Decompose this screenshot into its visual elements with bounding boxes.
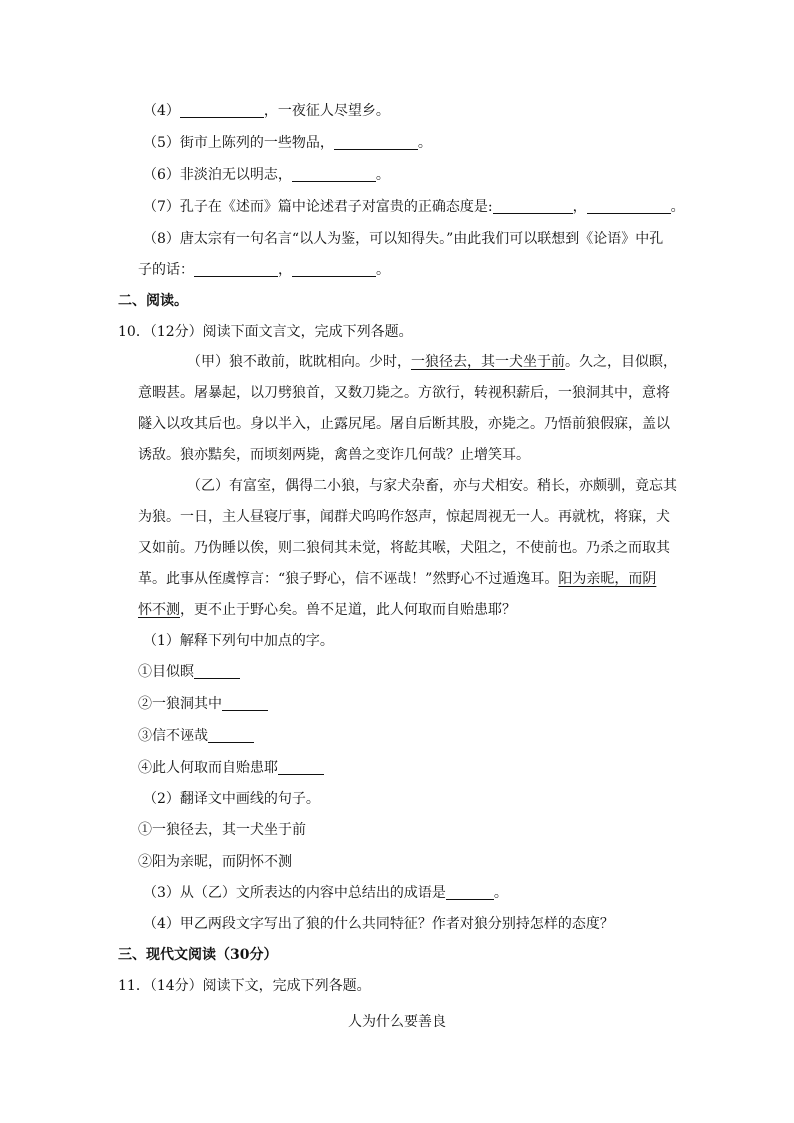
yi-underlined-sentence-a: 阳为亲昵，而阴 xyxy=(558,571,657,587)
q6-end: 。 xyxy=(375,167,390,183)
yi-line-2: 为狼。一日，主人昼寝厅事，闻群犬呜呜作怒声，惊起周视无一人。再就枕，将寐，犬 xyxy=(138,509,670,525)
explain-item-2 xyxy=(138,694,268,714)
q4-blank xyxy=(180,103,264,118)
jia-underlined-sentence: 一狼径去，其一犬坐于前 xyxy=(411,354,565,370)
q6-text: （6）非淡泊无以明志， xyxy=(143,167,292,183)
sub-question-3-blank xyxy=(446,885,494,900)
explain-item-4 xyxy=(138,758,324,778)
q10-intro: 10．（12分）阅读下面文言文，完成下列各题。 xyxy=(118,324,413,340)
section-3-heading: 三、现代文阅读（30分） xyxy=(118,947,278,963)
explain-item-4-blank xyxy=(278,760,324,775)
q8-blank-1 xyxy=(194,262,278,277)
q5-end: 。 xyxy=(417,135,432,151)
sub-question-1: （1）解释下列句中加点的字。 xyxy=(143,633,334,649)
yi-line-3: 又如前。乃伪睡以俟，则二狼伺其未觉，将龁其喉，犬阻之，不使前也。乃杀之而取其 xyxy=(138,540,670,556)
yi-line-5 xyxy=(138,600,516,620)
q4-text: ，一夜征人尽望乡。 xyxy=(263,103,390,119)
q8-end: 。 xyxy=(376,262,390,278)
translate-item-2: ②阳为亲昵，而阴怀不测 xyxy=(138,854,292,870)
q5-line xyxy=(143,133,432,153)
jia-line-4: 诱敌。狼亦黠矣，而顷刻两毙，禽兽之变诈几何哉？止增笑耳。 xyxy=(138,447,530,463)
q8-line-2 xyxy=(138,260,390,280)
jia-text-1b: 。久之，目似瞑， xyxy=(565,354,677,370)
section-2-heading: 二、阅读。 xyxy=(118,293,188,309)
yi-text-5b: ，更不止于野心矣。兽不足道，此人何取而自贻患耶？ xyxy=(180,602,516,618)
jia-line-2: 意暇甚。屠暴起，以刀劈狼首，又数刀毙之。方欲行，转视积薪后，一狼洞其中，意将 xyxy=(138,385,670,401)
q7-end: 。 xyxy=(670,199,685,215)
q8-separator: ， xyxy=(278,262,292,278)
sub-question-3-text: （3）从（乙）文所表达的内容中总结出的成语是 xyxy=(143,885,446,901)
explain-item-2-text: ②一狼洞其中 xyxy=(138,696,222,712)
q7-blank-2 xyxy=(587,199,671,214)
q7-blank-1 xyxy=(493,199,573,214)
yi-line-1: （乙）有富室，偶得二小狼，与家犬杂畜，亦与犬相安。稍长，亦颇驯，竟忘其 xyxy=(187,478,677,494)
q7-line xyxy=(143,197,685,217)
q6-line xyxy=(143,165,390,185)
q5-text: （5）街市上陈列的一些物品， xyxy=(143,135,334,151)
yi-text-4a: 革。此事从侄虞惇言：“狼子野心，信不诬哉！”然野心不过遁逸耳。 xyxy=(138,571,559,587)
article-title: 人为什么要善良 xyxy=(348,1014,446,1030)
q5-blank xyxy=(334,135,418,150)
sub-question-4: （4）甲乙两段文字写出了狼的什么共同特征？作者对狼分别持怎样的态度？ xyxy=(143,916,614,932)
yi-underlined-sentence-b: 怀不测 xyxy=(138,602,180,618)
jia-line-3: 隧入以攻其后也。身以半入，止露尻尾。屠自后断其股，亦毙之。乃悟前狼假寐，盖以 xyxy=(138,416,670,432)
explain-item-4-text: ④此人何取而自贻患耶 xyxy=(138,760,278,776)
sub-question-2: （2）翻译文中画线的句子。 xyxy=(143,791,320,807)
q4-line xyxy=(143,101,390,121)
yi-line-4 xyxy=(138,569,656,589)
explain-item-2-blank xyxy=(222,696,268,711)
explain-item-1 xyxy=(138,662,240,682)
sub-question-3-end: 。 xyxy=(493,885,508,901)
q11-intro: 11．（14分）阅读下文，完成下列各题。 xyxy=(118,978,371,994)
translate-item-1: ①一狼径去，其一犬坐于前 xyxy=(138,822,306,838)
jia-line-1 xyxy=(187,352,677,372)
explain-item-1-text: ①目似瞑 xyxy=(138,664,194,680)
q8-blank-2 xyxy=(292,262,376,277)
q7-separator: ， xyxy=(572,199,587,215)
q8-text-2: 子的话： xyxy=(138,262,194,278)
explain-item-3-text: ③信不诬哉 xyxy=(138,728,208,744)
q8-line-1 xyxy=(143,229,663,249)
q6-blank xyxy=(292,167,376,182)
q7-text: （7）孔子在《述而》篇中论述君子对富贵的正确态度是: xyxy=(143,199,493,215)
jia-text-1a: （甲）狼不敢前，眈眈相向。少时， xyxy=(187,354,411,370)
sub-question-3 xyxy=(143,883,508,903)
explain-item-3-blank xyxy=(208,728,254,743)
explain-item-1-blank xyxy=(194,664,240,679)
explain-item-3 xyxy=(138,726,254,746)
q8-text: （8）唐太宗有一句名言“以人为鉴，可以知得失。”由此我们可以联想到《论语》中孔 xyxy=(143,231,664,247)
q4-number: （4） xyxy=(143,103,180,119)
